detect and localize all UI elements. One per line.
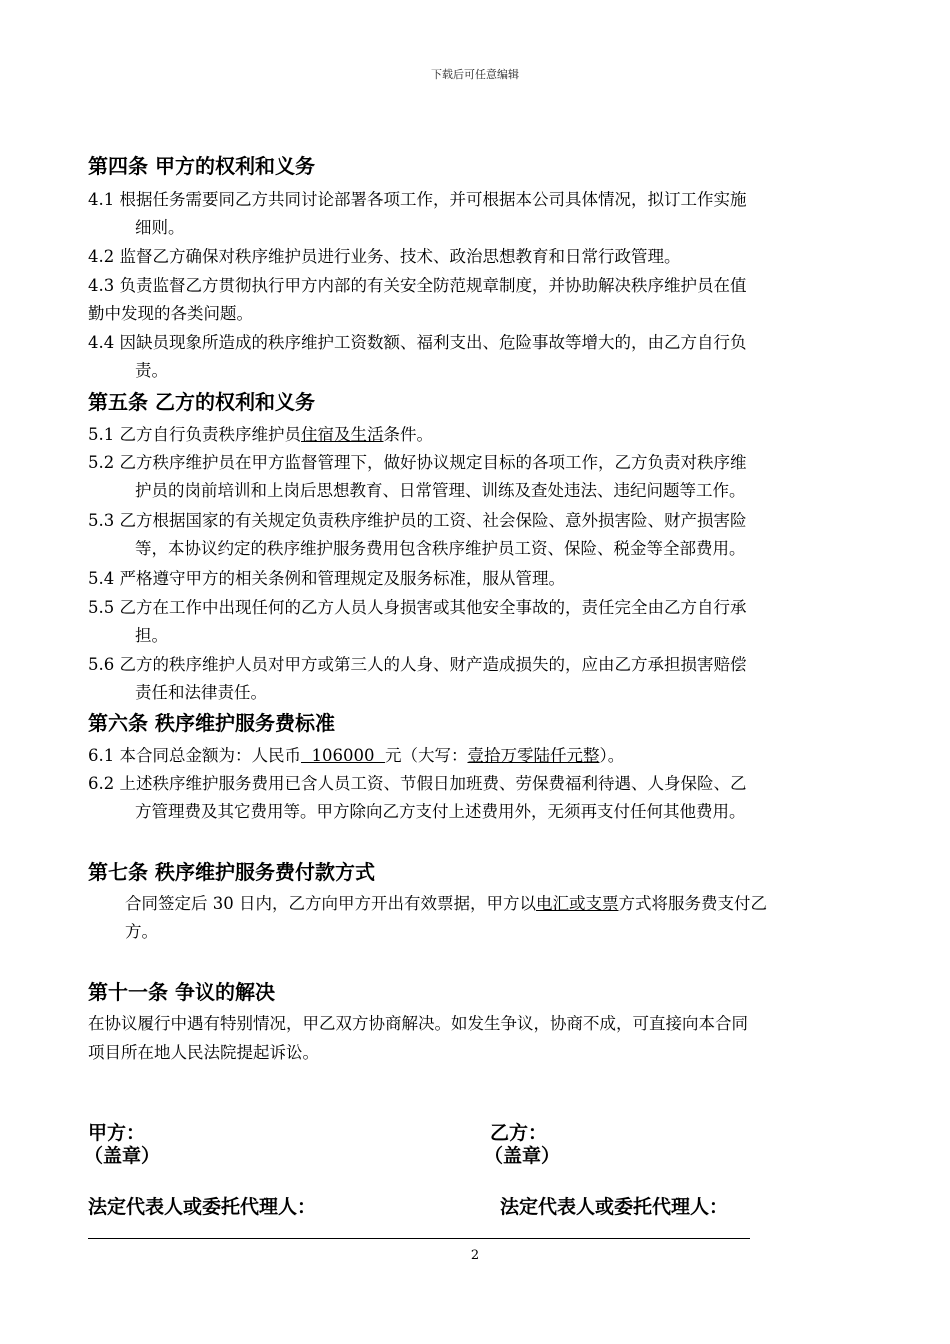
clause-5-3: 5.3 乙方根据国家的有关规定负责秩序维护员的工资、社会保险、意外损害险、财产损害险 (88, 511, 747, 530)
party-b-label: 乙方： (490, 1122, 548, 1144)
party-b-representative: 法定代表人或委托代理人： (500, 1196, 729, 1218)
article-11-text-cont: 项目所在地人民法院提起诉讼。 (88, 1043, 319, 1062)
clause-4-4: 4.4 因缺员现象所造成的秩序维护工资数额、福利支出、危险事故等增大的，由乙方自行负 (88, 333, 747, 352)
article-4-heading: 第四条 甲方的权利和义务 (88, 154, 315, 178)
clause-5-6-cont: 责任和法律责任。 (135, 683, 267, 702)
clause-5-3-cont: 等，本协议约定的秩序维护服务费用包含秩序维护员工资、保险、税金等全部费用。 (135, 539, 746, 558)
clause-5-6: 5.6 乙方的秩序维护人员对甲方或第三人的人身、财产造成损失的，应由乙方承担损害赔偿 (88, 655, 747, 674)
article-7-text-end: 方式将服务费支付乙 (618, 894, 767, 913)
payment-method: 电汇或支票 (536, 894, 619, 913)
article-6-heading: 第六条 秩序维护服务费标准 (88, 711, 335, 735)
clause-4-4-cont: 责。 (135, 361, 168, 380)
clause-5-5-cont: 担。 (135, 626, 168, 645)
article-11-text: 在协议履行中遇有特别情况，甲乙双方协商解决。如发生争议，协商不成，可直接向本合同 (88, 1014, 748, 1033)
clause-4-3-cont: 勤中发现的各类问题。 (88, 304, 253, 323)
page-header: 下载后可任意编辑 (431, 68, 519, 81)
party-a-seal: （盖章） (84, 1145, 161, 1167)
article-7-heading: 第七条 秩序维护服务费付款方式 (88, 860, 375, 884)
article-5-heading: 第五条 乙方的权利和义务 (88, 390, 315, 414)
clause-5-1-text: 5.1 乙方自行负责秩序维护员 (88, 425, 301, 444)
clause-6-2-cont: 方管理费及其它费用等。甲方除向乙方支付上述费用外，无须再支付任何其他费用。 (135, 802, 746, 821)
party-a-label: 甲方： (88, 1122, 146, 1144)
clause-5-5: 5.5 乙方在工作中出现任何的乙方人员人身损害或其他安全事故的，责任完全由乙方自行承 (88, 598, 747, 617)
clause-5-4: 5.4 严格遵守甲方的相关条例和管理规定及服务标准，服从管理。 (88, 569, 565, 588)
page-number: 2 (470, 1248, 480, 1263)
clause-4-2: 4.2 监督乙方确保对秩序维护员进行业务、技术、政治思想教育和日常行政管理。 (88, 247, 681, 266)
clause-5-2: 5.2 乙方秩序维护员在甲方监督管理下，做好协议规定目标的各项工作，乙方负责对秩序维 (88, 453, 747, 472)
article-11-heading: 第十一条 争议的解决 (88, 980, 275, 1004)
clause-5-2-cont: 护员的岗前培训和上岗后思想教育、日常管理、训练及查处违法、违纪问题等工作。 (135, 481, 746, 500)
article-7-text-cont: 方。 (125, 922, 158, 941)
party-b-seal: （盖章） (484, 1145, 561, 1167)
clause-5-1 (88, 421, 433, 445)
clause-4-3: 4.3 负责监督乙方贯彻执行甲方内部的有关安全防范规章制度，并协助解决秩序维护员在值 (88, 276, 747, 295)
clause-6-2: 6.2 上述秩序维护服务费用已含人员工资、节假日加班费、劳保费福利待遇、人身保险、乙 (88, 774, 747, 793)
clause-4-1-cont: 细则。 (135, 218, 185, 237)
clause-6-1 (88, 742, 624, 766)
clause-6-1-mid: 元（大写： (384, 746, 468, 765)
clause-5-1-underlined: 住宿及生活 (301, 425, 384, 444)
article-7-text (125, 890, 767, 914)
amount-in-words: 壹拾万零陆仟元整 (467, 746, 600, 765)
party-a-representative: 法定代表人或委托代理人： (88, 1196, 317, 1218)
clause-6-1-end: ）。 (599, 746, 625, 765)
footer-rule (88, 1238, 750, 1239)
total-amount: 106000 (301, 746, 385, 765)
clause-6-1-text: 6.1 本合同总金额为：人民币 (88, 746, 301, 765)
clause-5-1-end: 条件。 (383, 425, 433, 444)
article-7-text-start: 合同签定后 30 日内，乙方向甲方开出有效票据，甲方以 (125, 894, 536, 913)
clause-4-1: 4.1 根据任务需要同乙方共同讨论部署各项工作，并可根据本公司具体情况，拟订工作实施 (88, 190, 747, 209)
